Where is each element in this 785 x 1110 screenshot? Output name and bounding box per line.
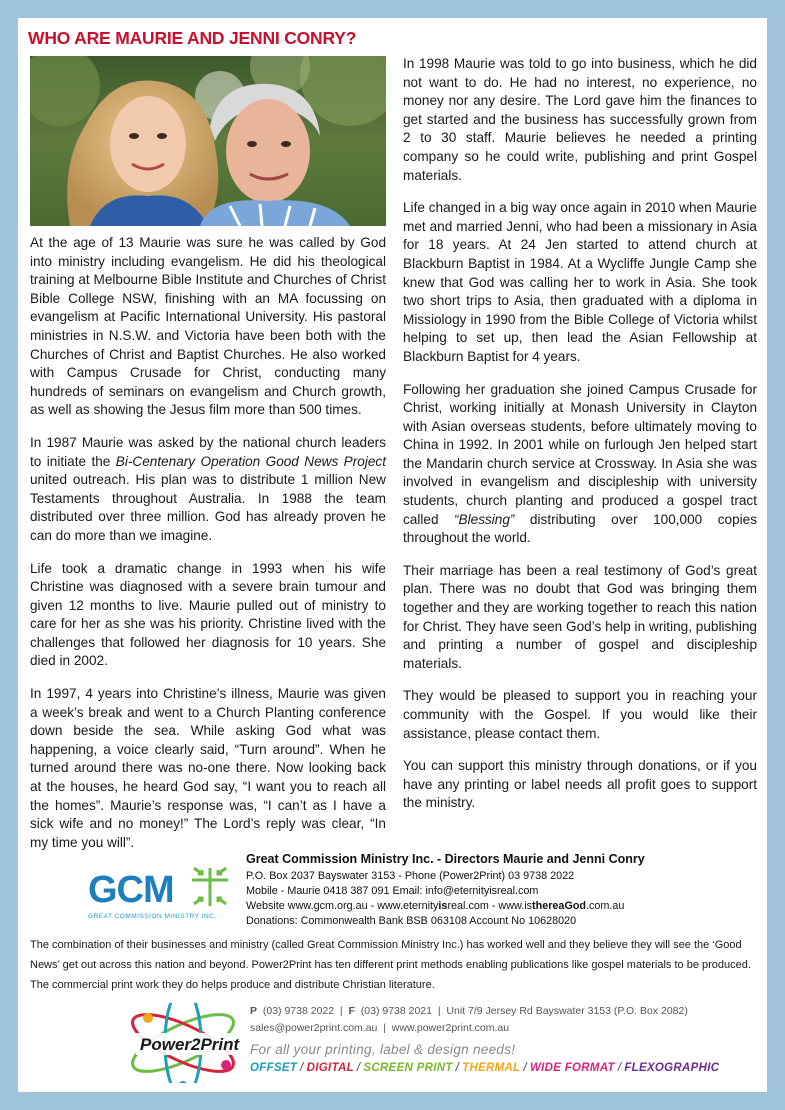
phone-number: (03) 9738 2022 bbox=[262, 1005, 335, 1017]
method-separator: / bbox=[455, 1062, 460, 1074]
print-method-5: FLEXOGRAPHIC bbox=[624, 1062, 720, 1074]
gcm-logo-subtitle: GREAT COMMISSION MINISTRY INC. bbox=[88, 913, 217, 920]
gcm-logo-text: GCM bbox=[88, 869, 174, 911]
print-method-4: WIDE FORMAT bbox=[529, 1062, 615, 1074]
website-text-c: real.com - www.is bbox=[447, 900, 533, 912]
website-text-a: Website www.gcm.org.au - www.eternity bbox=[246, 900, 439, 912]
power2print-logo bbox=[118, 1003, 253, 1083]
method-separator: / bbox=[523, 1062, 527, 1074]
bio-paragraph-2 bbox=[30, 434, 386, 546]
print-method-3: THERMAL bbox=[462, 1062, 521, 1074]
fax-label: F bbox=[348, 1005, 355, 1017]
gcm-contact-block bbox=[246, 869, 624, 929]
gcm-address-line: P.O. Box 2037 Bayswater 3153 - Phone (Power2Print) 03 9738 2022 bbox=[246, 870, 575, 882]
bio-paragraph-8: Their marriage has been a real testimony of God’s great plan. There was no doubt that God was bringing them together and they are working together to reach this nation for Christ. They have seen God’s help in writing, publishing and printing a number of gospel and discipleship materials. bbox=[403, 562, 757, 671]
website-text-e: .com.au bbox=[586, 900, 625, 912]
bio-paragraph-7-text-a: Following her graduation she joined Campus Crusade for Christ, working initially at Monash University in Clayton with Asian overseas students, before ultimately moving to China in 1992. In 2001 while on furlough Jen helped start the Mandarin church service at Crossway. In Asia she was involved in evangelism and discipleship with university students, church planting and produced a gospel tract called bbox=[403, 381, 757, 527]
fax-number: (03) 9738 2021 bbox=[360, 1005, 432, 1017]
bio-paragraph-1: At the age of 13 Maurie was sure he was called by God into ministry including evangelism. He did his theological training at Melbourne Bible Institute and Churches of Christ Bible College NSW, finishing with an MA focussing on evangelism at Pacific International University. His pastoral ministries in N.S.W. and Victoria have been both with the Churches of Christ and Baptist Churches. He also worked with Campus Crusade for Christ, conducting many hundreds of seminars on evangelism and Church growth, as well as showing the Jesus film more than 500 times. bbox=[30, 235, 386, 418]
print-method-1: DIGITAL bbox=[306, 1062, 354, 1074]
project-name: Bi-Centenary Operation Good News Project bbox=[115, 453, 386, 469]
bio-paragraph-10: You can support this ministry through donations, or if you have any printing or label needs all profit goes to support the ministry. bbox=[403, 758, 757, 811]
bio-paragraph-6: Life changed in a big way once again in 2010 when Maurie met and married Jenni, who had been a missionary in Asia for 18 years. At 24 Jen started to attend church at Blackburn Baptist in 1984. At a Wycliffe Jungle Camp she knew that God was calling her to work in Asia. She took two short trips to Asia, then graduated with a diploma in Missiology in 1990 from the Bible College of Victoria whilst helping to set up, then lead the Asian Fellowship at Blackburn Baptist for 4 years. bbox=[403, 200, 757, 364]
bio-paragraph-5: In 1998 Maurie was told to go into business, which he did not want to do. He had no interest, no experience, no money nor any desire. The Lord gave him the finances to get started and the business has successfully grown from 2 to 30 staff. Maurie believes he needed a printing company so he could write, publishing and print Gospel materials. bbox=[403, 56, 757, 183]
gcm-website-line bbox=[246, 899, 624, 914]
website-text-d: thereaGod bbox=[532, 900, 587, 912]
website-text-b: is bbox=[438, 900, 448, 912]
power2print-logo-text: Power2Print bbox=[140, 1035, 240, 1054]
bio-paragraph-7-text-b: distributing over 100,000 copies throughout the world. bbox=[403, 511, 758, 546]
bio-paragraph-9: They would be pleased to support you in reaching your community with the Gospel. If you would like their assistance, please contact them. bbox=[403, 688, 757, 741]
print-methods bbox=[250, 1062, 719, 1074]
website-link[interactable]: www.power2print.com.au bbox=[391, 1022, 510, 1034]
bio-paragraph-2-text-b: united outreach. His plan was to distribute 1 million New Testaments throughout Australia. In 1988 the team distributed over three million. God has already proven he can do more than we imagine. bbox=[30, 472, 386, 543]
power2print-web-line: sales@power2print.com.au | www.power2print.com.au bbox=[250, 1022, 510, 1034]
phone-label: P bbox=[250, 1005, 258, 1017]
gcm-mobile-line: Mobile - Maurie 0418 387 091 Email: info@eternityisreal.com bbox=[246, 885, 539, 897]
bio-paragraph-2-text-a: In 1987 Maurie was asked by the national church leaders to initiate the bbox=[30, 434, 386, 469]
tagline: For all your printing, label & design needs! bbox=[250, 1042, 516, 1057]
method-separator: / bbox=[300, 1062, 304, 1074]
print-method-2: SCREEN PRINT bbox=[363, 1062, 453, 1074]
bio-paragraph-7 bbox=[403, 381, 757, 548]
page-title: WHO ARE MAURIE AND JENNI CONRY? bbox=[28, 28, 357, 48]
method-separator: / bbox=[617, 1062, 622, 1074]
bio-paragraph-4: In 1997, 4 years into Christine’s illness, Maurie was given a week’s break and went to a Church Planting conference down beside the sea. While asking God what was happening, a voice clearly said, “Turn around”. When he turned around there was no-one there. Now looking back at the houses, he heard God say, “I want you to reach all the homes”. Maurie’s response was, “I can’t as I have a sick wife and no money!” The Lord’s reply was clear, “In my time you will”. bbox=[30, 686, 386, 850]
cross-arrows-icon bbox=[192, 868, 228, 906]
address: Unit 7/9 Jersey Rd Bayswater 3153 (P.O. Box 2082) bbox=[446, 1005, 688, 1017]
bio-paragraph-3: Life took a dramatic change in 1993 when his wife Christine was diagnosed with a severe brain tumour and given 12 months to live. Maurie pulled out of ministry to care for her as she was his priority. Christine lived with the challenges that followed her diagnosis for 10 years. She died in 2002. bbox=[30, 560, 386, 669]
tract-name: “Blessing” bbox=[454, 511, 515, 527]
print-method-0: OFFSET bbox=[250, 1062, 298, 1074]
gcm-heading: Great Commission Ministry Inc. - Directors Maurie and Jenni Conry bbox=[246, 852, 645, 866]
portrait-photo bbox=[30, 56, 386, 226]
summary-paragraph: The combination of their businesses and ministry (called Great Commission Ministry Inc.) has worked well and they believe they will see the ‘Good News’ get out across this nation and beyond. Power2Print has ten different print methods enabling publications like gospel materials to be produced. The commercial print work they do helps produce and distribute Christian literature. bbox=[30, 939, 751, 991]
method-separator: / bbox=[356, 1062, 361, 1074]
right-column bbox=[403, 55, 757, 827]
email-link[interactable]: sales@power2print.com.au bbox=[250, 1022, 378, 1034]
left-column bbox=[30, 234, 386, 866]
power2print-phone-line: P (03) 9738 2022 | F (03) 9738 2021 | Unit 7/9 Jersey Rd Bayswater 3153 (P.O. Box 2082) bbox=[250, 1005, 688, 1017]
gcm-donations-line: Donations: Commonwealth Bank BSB 063108 Account No 10628020 bbox=[246, 915, 577, 927]
flyer-page bbox=[18, 18, 767, 1092]
